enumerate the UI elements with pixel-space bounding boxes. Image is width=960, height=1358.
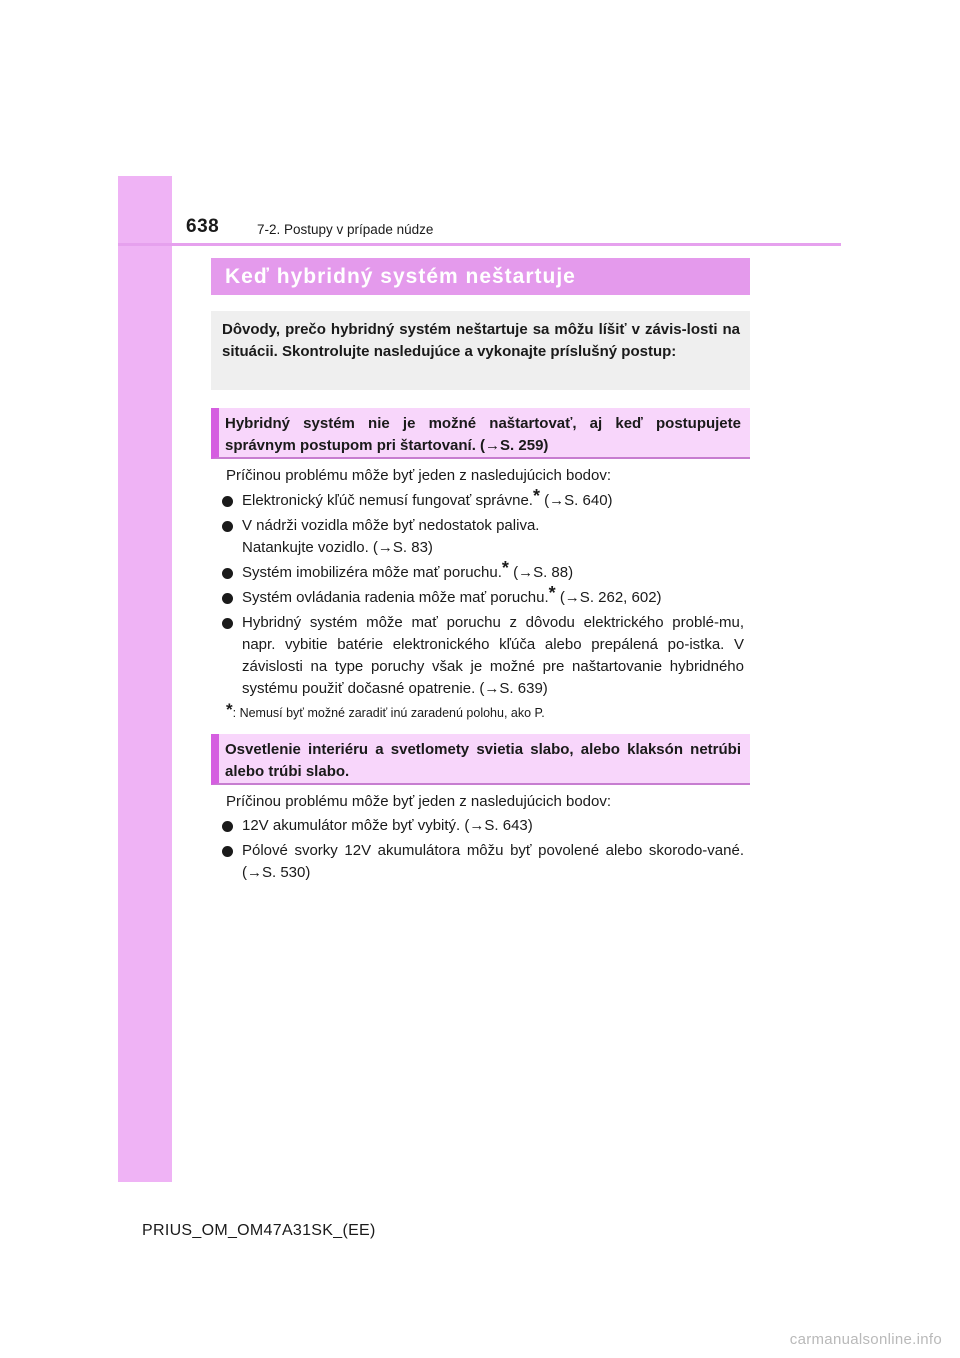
case2-lead: Príčinou problému môže byť jeden z nasledujúcich bodov: <box>226 793 612 810</box>
list-item <box>221 486 744 512</box>
document-id: PRIUS_OM_OM47A31SK_(EE) <box>142 1222 376 1239</box>
asterisk-icon: * <box>226 700 233 719</box>
bullet-icon <box>222 593 233 604</box>
page-reference: (→S. 640) <box>544 492 613 509</box>
list-item-text: 12V akumulátor môže byť vybitý. (→S. 643) <box>242 817 533 834</box>
asterisk-icon: * <box>532 486 540 506</box>
footnote-text: : Nemusí byť možné zaradiť inú zaradenú polohu, ako P. <box>232 706 545 720</box>
case1-lead: Príčinou problému môže byť jeden z nasledujúcich bodov: <box>226 467 612 484</box>
bullet-icon <box>222 496 233 507</box>
footnote <box>226 700 545 722</box>
header-rule <box>118 243 841 246</box>
list-item <box>221 515 744 559</box>
watermark: carmanualsonline.info <box>789 1331 942 1348</box>
bullet-icon <box>222 521 233 532</box>
case1-list <box>221 486 744 703</box>
asterisk-icon: * <box>501 558 509 578</box>
bullet-icon <box>222 618 233 629</box>
list-item-text: Systém imobilizéra môže mať poruchu. <box>242 564 502 581</box>
asterisk-icon: * <box>548 583 556 603</box>
list-item <box>221 612 744 700</box>
list-item-text: Systém ovládania radenia môže mať poruchu. <box>242 589 549 606</box>
list-item <box>221 583 744 609</box>
case2-list <box>221 815 744 887</box>
list-item-text: Hybridný systém môže mať poruchu z dôvodu elektrického problé-mu, napr. vybitie batérie elektronického kľúča alebo prepálená po-istka. V závislosti na type poruchy však je možné pre naštartovanie hybridného systému použiť dočasné opatrenie. (→S. 639) <box>242 614 744 697</box>
case1-heading: Hybridný systém nie je možné naštartovať, aj keď postupujete správnym postupom pri štartovaní. (→S. 259) <box>211 408 750 459</box>
page-reference: (→S. 262, 602) <box>559 589 662 606</box>
section-title: Keď hybridný systém neštartuje <box>225 265 576 288</box>
case2-heading: Osvetlenie interiéru a svetlomety svietia slabo, alebo klaksón netrúbi alebo trúbi slabo. <box>211 734 750 785</box>
chapter-title: 7-2. Postupy v prípade núdze <box>257 222 434 237</box>
page-number: 638 <box>186 216 220 237</box>
side-tab-band <box>118 176 172 1182</box>
bullet-icon <box>222 568 233 579</box>
list-item-text: Pólové svorky 12V akumulátora môžu byť povolené alebo skorodo-vané. (→S. 530) <box>242 842 744 881</box>
list-item <box>221 558 744 584</box>
bullet-icon <box>222 846 233 857</box>
intro-text: Dôvody, prečo hybridný systém neštartuje sa môžu líšiť v závis-losti na situácii. Skontrolujte nasledujúce a vykonajte príslušný postup: <box>222 321 740 360</box>
list-item-text: V nádrži vozidla môže byť nedostatok paliva. <box>242 517 540 534</box>
list-item-text: Elektronický kľúč nemusí fungovať správne. <box>242 492 533 509</box>
page-reference: (→S. 88) <box>513 564 574 581</box>
list-item <box>221 840 744 884</box>
list-item <box>221 815 744 837</box>
list-item-subtext: Natankujte vozidlo. (→S. 83) <box>242 539 433 556</box>
bullet-icon <box>222 821 233 832</box>
